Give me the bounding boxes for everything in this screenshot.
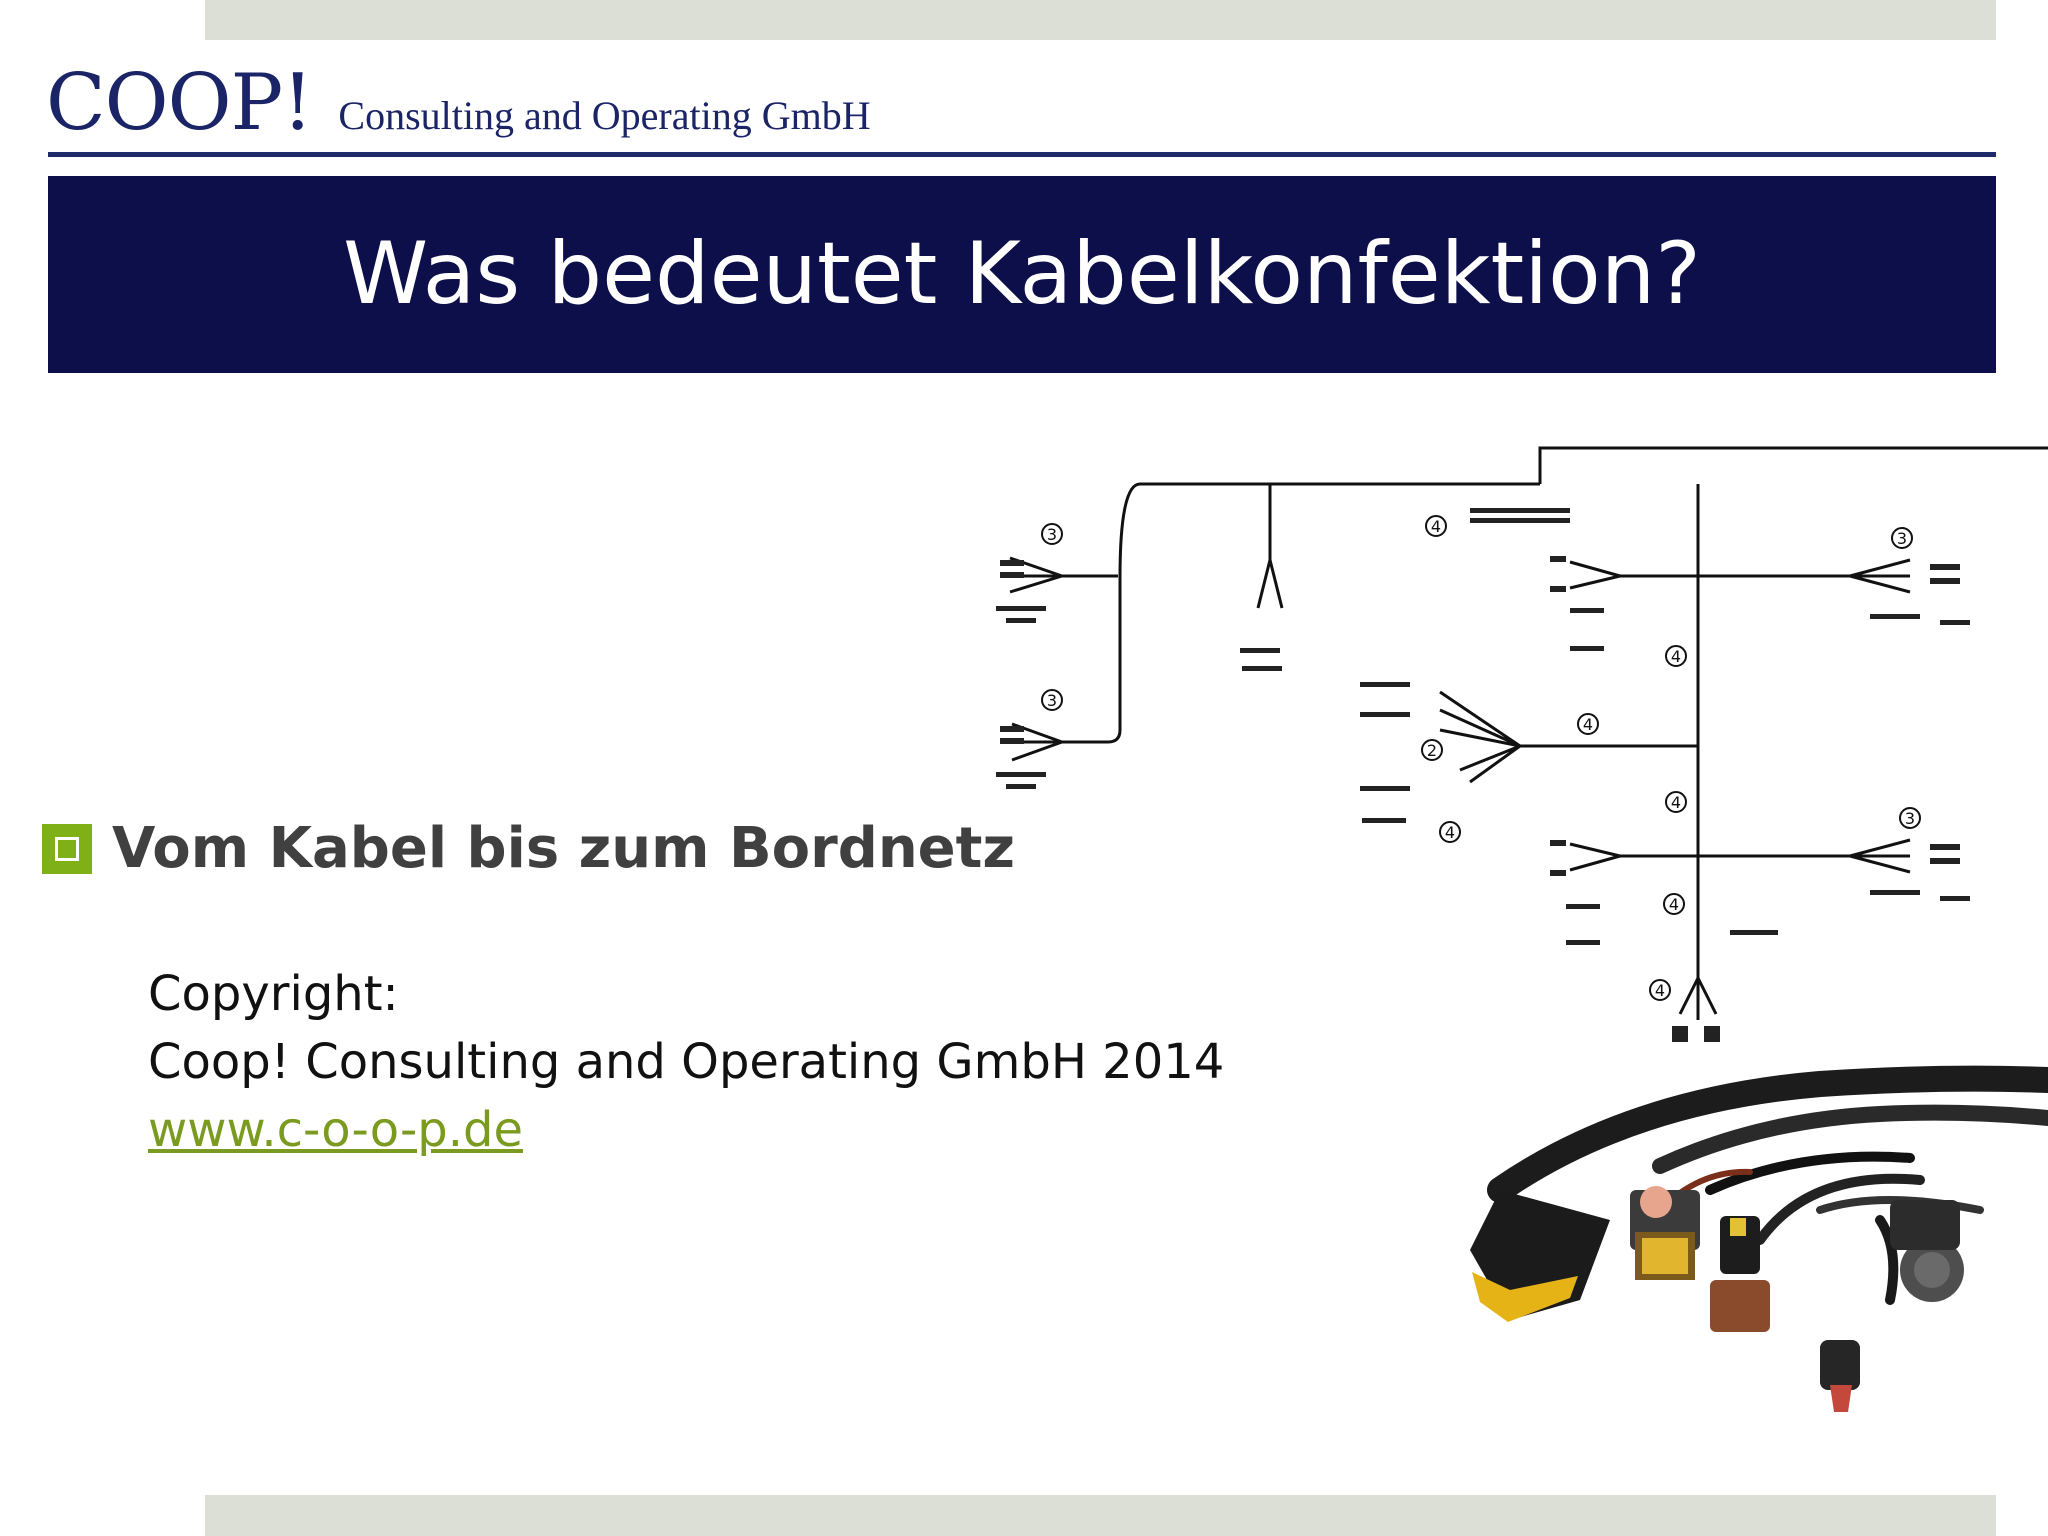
svg-text:4: 4 bbox=[1582, 715, 1594, 734]
circle-marker bbox=[1666, 792, 1686, 812]
circle-marker bbox=[1650, 980, 1670, 1000]
fan-right-bottom bbox=[1850, 840, 1910, 872]
center-fork bbox=[1258, 560, 1282, 608]
copyright-holder: Coop! Consulting and Operating GmbH 2014 bbox=[148, 1034, 1225, 1090]
wiring-schematic bbox=[990, 430, 2048, 1050]
top-band bbox=[205, 0, 1996, 40]
svg-text:4: 4 bbox=[1668, 895, 1680, 914]
website-link[interactable]: www.c-o-o-p.de bbox=[148, 1102, 523, 1158]
svg-text:4: 4 bbox=[1444, 823, 1456, 842]
svg-text:4: 4 bbox=[1670, 647, 1682, 666]
connector-yellow-pin bbox=[1635, 1232, 1695, 1280]
fan-inner-top bbox=[1570, 562, 1620, 588]
connector-black bbox=[1720, 1216, 1760, 1274]
svg-text:4: 4 bbox=[1670, 793, 1682, 812]
company-logo bbox=[46, 58, 871, 148]
logo-mark: COOP! bbox=[46, 58, 313, 148]
svg-text:4: 4 bbox=[1430, 517, 1442, 536]
bottom-band bbox=[205, 1495, 1996, 1536]
copyright-label: Copyright: bbox=[148, 966, 399, 1022]
diagram-annotations bbox=[996, 508, 1970, 1042]
svg-text:3: 3 bbox=[1896, 529, 1908, 548]
cable-harness-image bbox=[1460, 1040, 2048, 1430]
circle-marker bbox=[1422, 740, 1442, 760]
circle-marker bbox=[1042, 690, 1062, 710]
circle-marker bbox=[1900, 808, 1920, 828]
connector-plug bbox=[1820, 1200, 1960, 1412]
fan-right-top bbox=[1850, 560, 1910, 592]
circle-marker bbox=[1666, 646, 1686, 666]
slide-title: Was bedeutet Kabelkonfektion? bbox=[343, 224, 1701, 324]
circle-marker bbox=[1426, 516, 1446, 536]
fan-inner-bottom bbox=[1570, 844, 1620, 870]
circle-marker bbox=[1664, 894, 1684, 914]
svg-text:3: 3 bbox=[1046, 691, 1058, 710]
connector-black-yellow bbox=[1470, 1190, 1610, 1322]
bullet-square-icon bbox=[42, 824, 92, 874]
title-bar bbox=[48, 176, 1996, 373]
header-rule bbox=[48, 152, 1996, 157]
connector-brown bbox=[1710, 1280, 1770, 1332]
svg-text:3: 3 bbox=[1904, 809, 1916, 828]
bullet-text: Vom Kabel bis zum Bordnetz bbox=[112, 816, 1016, 881]
circle-marker bbox=[1892, 528, 1912, 548]
trunk-top bbox=[1120, 484, 1540, 578]
trunk-upper bbox=[1540, 448, 2048, 484]
circle-marker bbox=[1578, 714, 1598, 734]
svg-text:4: 4 bbox=[1654, 981, 1666, 1000]
svg-text:2: 2 bbox=[1426, 741, 1438, 760]
circle-marker bbox=[1042, 524, 1062, 544]
branch-left-bottom bbox=[1062, 576, 1120, 742]
fan-middle bbox=[1440, 692, 1520, 782]
logo-subtitle: Consulting and Operating GmbH bbox=[338, 93, 871, 138]
svg-text:3: 3 bbox=[1046, 525, 1058, 544]
circle-marker bbox=[1440, 822, 1460, 842]
